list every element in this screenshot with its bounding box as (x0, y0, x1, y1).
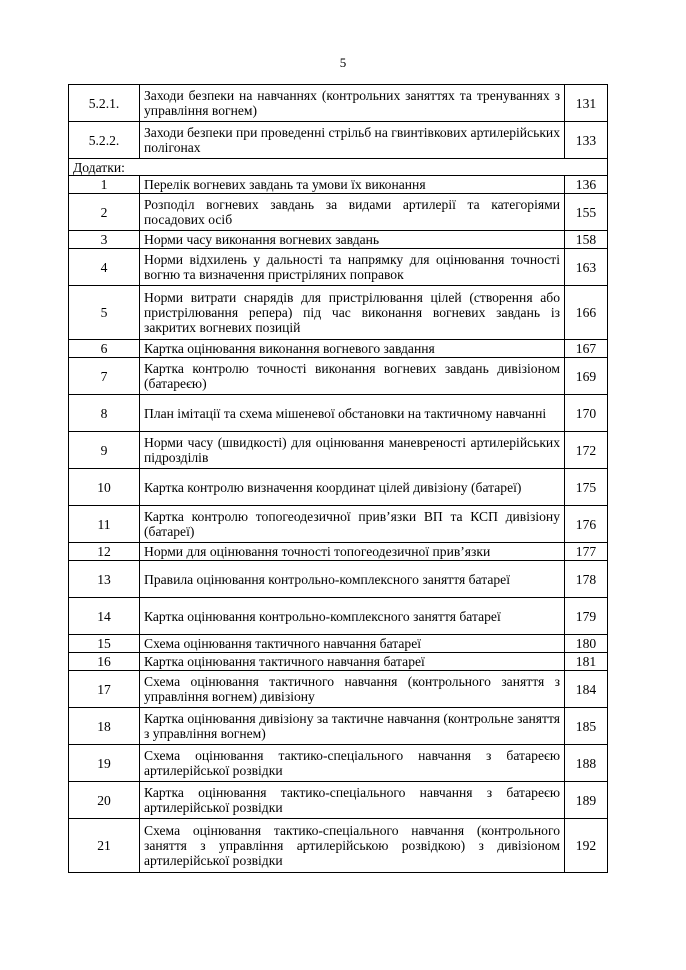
row-number: 15 (69, 635, 140, 653)
row-title: Картка оцінювання тактичного навчання батареї (140, 653, 565, 671)
row-number: 9 (69, 432, 140, 469)
table-row (69, 340, 608, 358)
row-page: 176 (565, 506, 608, 543)
row-number: 4 (69, 249, 140, 286)
table-row (69, 543, 608, 561)
row-title: Норми витрати снарядів для пристрілювання цілей (створення або пристрілювання репера) під час виконання вогневих завдань із закритих вогневих позицій (140, 286, 565, 340)
row-page: 166 (565, 286, 608, 340)
row-title: Картка оцінювання виконання вогневого завдання (140, 340, 565, 358)
row-page: 175 (565, 469, 608, 506)
row-page: 178 (565, 561, 608, 598)
row-title: Норми для оцінювання точності топогеодезичної прив’язки (140, 543, 565, 561)
row-title: Картка оцінювання контрольно-комплексного заняття батареї (140, 598, 565, 635)
row-page: 131 (565, 85, 608, 122)
row-page: 172 (565, 432, 608, 469)
table-row (69, 85, 608, 122)
table-row (69, 176, 608, 194)
row-page: 155 (565, 194, 608, 231)
row-page: 181 (565, 653, 608, 671)
row-title: Схема оцінювання тактичного навчання (контрольного заняття з управління вогнем) дивізіону (140, 671, 565, 708)
row-number: 16 (69, 653, 140, 671)
row-page: 136 (565, 176, 608, 194)
row-title: Картка контролю визначення координат цілей дивізіону (батареї) (140, 469, 565, 506)
row-title: Норми часу виконання вогневих завдань (140, 231, 565, 249)
row-page: 184 (565, 671, 608, 708)
row-number: 1 (69, 176, 140, 194)
row-page: 163 (565, 249, 608, 286)
row-title: Картка контролю топогеодезичної прив’язки ВП та КСП дивізіону (батареї) (140, 506, 565, 543)
row-title: Схема оцінювання тактико-спеціального навчання з батареєю артилерійської розвідки (140, 745, 565, 782)
row-title: Перелік вогневих завдань та умови їх виконання (140, 176, 565, 194)
table-row (69, 506, 608, 543)
table-row (69, 469, 608, 506)
row-page: 188 (565, 745, 608, 782)
row-number: 8 (69, 395, 140, 432)
appendix-heading-row (69, 159, 608, 176)
table-row (69, 286, 608, 340)
row-page: 192 (565, 819, 608, 873)
row-number: 7 (69, 358, 140, 395)
appendix-heading: Додатки: (69, 159, 608, 176)
table-row (69, 819, 608, 873)
row-page: 179 (565, 598, 608, 635)
row-number: 12 (69, 543, 140, 561)
table-row (69, 358, 608, 395)
row-page: 158 (565, 231, 608, 249)
row-title: План імітації та схема мішеневої обстановки на тактичному навчанні (140, 395, 565, 432)
row-title: Картка контролю точності виконання вогневих завдань дивізіоном (батареєю) (140, 358, 565, 395)
row-number: 17 (69, 671, 140, 708)
row-page: 177 (565, 543, 608, 561)
row-title: Картка оцінювання дивізіону за тактичне навчання (контрольне заняття з управління вогнем) (140, 708, 565, 745)
row-title: Правила оцінювання контрольно-комплексного заняття батареї (140, 561, 565, 598)
row-title: Заходи безпеки на навчаннях (контрольних заняттях та тренуваннях з управління вогнем) (140, 85, 565, 122)
row-title: Розподіл вогневих завдань за видами артилерії та категоріями посадових осіб (140, 194, 565, 231)
table-row (69, 745, 608, 782)
row-number: 10 (69, 469, 140, 506)
row-number: 5.2.2. (69, 122, 140, 159)
row-number: 21 (69, 819, 140, 873)
row-number: 14 (69, 598, 140, 635)
row-page: 170 (565, 395, 608, 432)
row-number: 18 (69, 708, 140, 745)
row-title: Норми часу (швидкості) для оцінювання маневреності артилерійських підрозділів (140, 432, 565, 469)
page-number: 5 (339, 55, 347, 70)
row-number: 19 (69, 745, 140, 782)
table-row (69, 561, 608, 598)
table-row (69, 231, 608, 249)
table-row (69, 122, 608, 159)
row-page: 167 (565, 340, 608, 358)
table-row (69, 432, 608, 469)
row-number: 5 (69, 286, 140, 340)
table-row (69, 598, 608, 635)
row-page: 169 (565, 358, 608, 395)
row-number: 6 (69, 340, 140, 358)
row-page: 133 (565, 122, 608, 159)
row-title: Картка оцінювання тактико-спеціального навчання з батареєю артилерійської розвідки (140, 782, 565, 819)
table-row (69, 194, 608, 231)
table-row (69, 782, 608, 819)
table-row (69, 671, 608, 708)
row-number: 3 (69, 231, 140, 249)
row-number: 5.2.1. (69, 85, 140, 122)
row-title: Норми відхилень у дальності та напрямку для оцінювання точності вогню та визначення пристріляних поправок (140, 249, 565, 286)
row-number: 13 (69, 561, 140, 598)
row-page: 185 (565, 708, 608, 745)
row-title: Заходи безпеки при проведенні стрільб на гвинтівкових артилерійських полігонах (140, 122, 565, 159)
row-title: Схема оцінювання тактико-спеціального навчання (контрольного заняття з управління артилерійською розвідкою) з дивізіоном артилерійської розвідки (140, 819, 565, 873)
row-number: 20 (69, 782, 140, 819)
contents-table (68, 84, 608, 873)
row-number: 11 (69, 506, 140, 543)
table-row (69, 395, 608, 432)
table-row (69, 653, 608, 671)
row-title: Схема оцінювання тактичного навчання батареї (140, 635, 565, 653)
table-row (69, 249, 608, 286)
row-page: 180 (565, 635, 608, 653)
row-page: 189 (565, 782, 608, 819)
table-row (69, 708, 608, 745)
table-row (69, 635, 608, 653)
row-number: 2 (69, 194, 140, 231)
